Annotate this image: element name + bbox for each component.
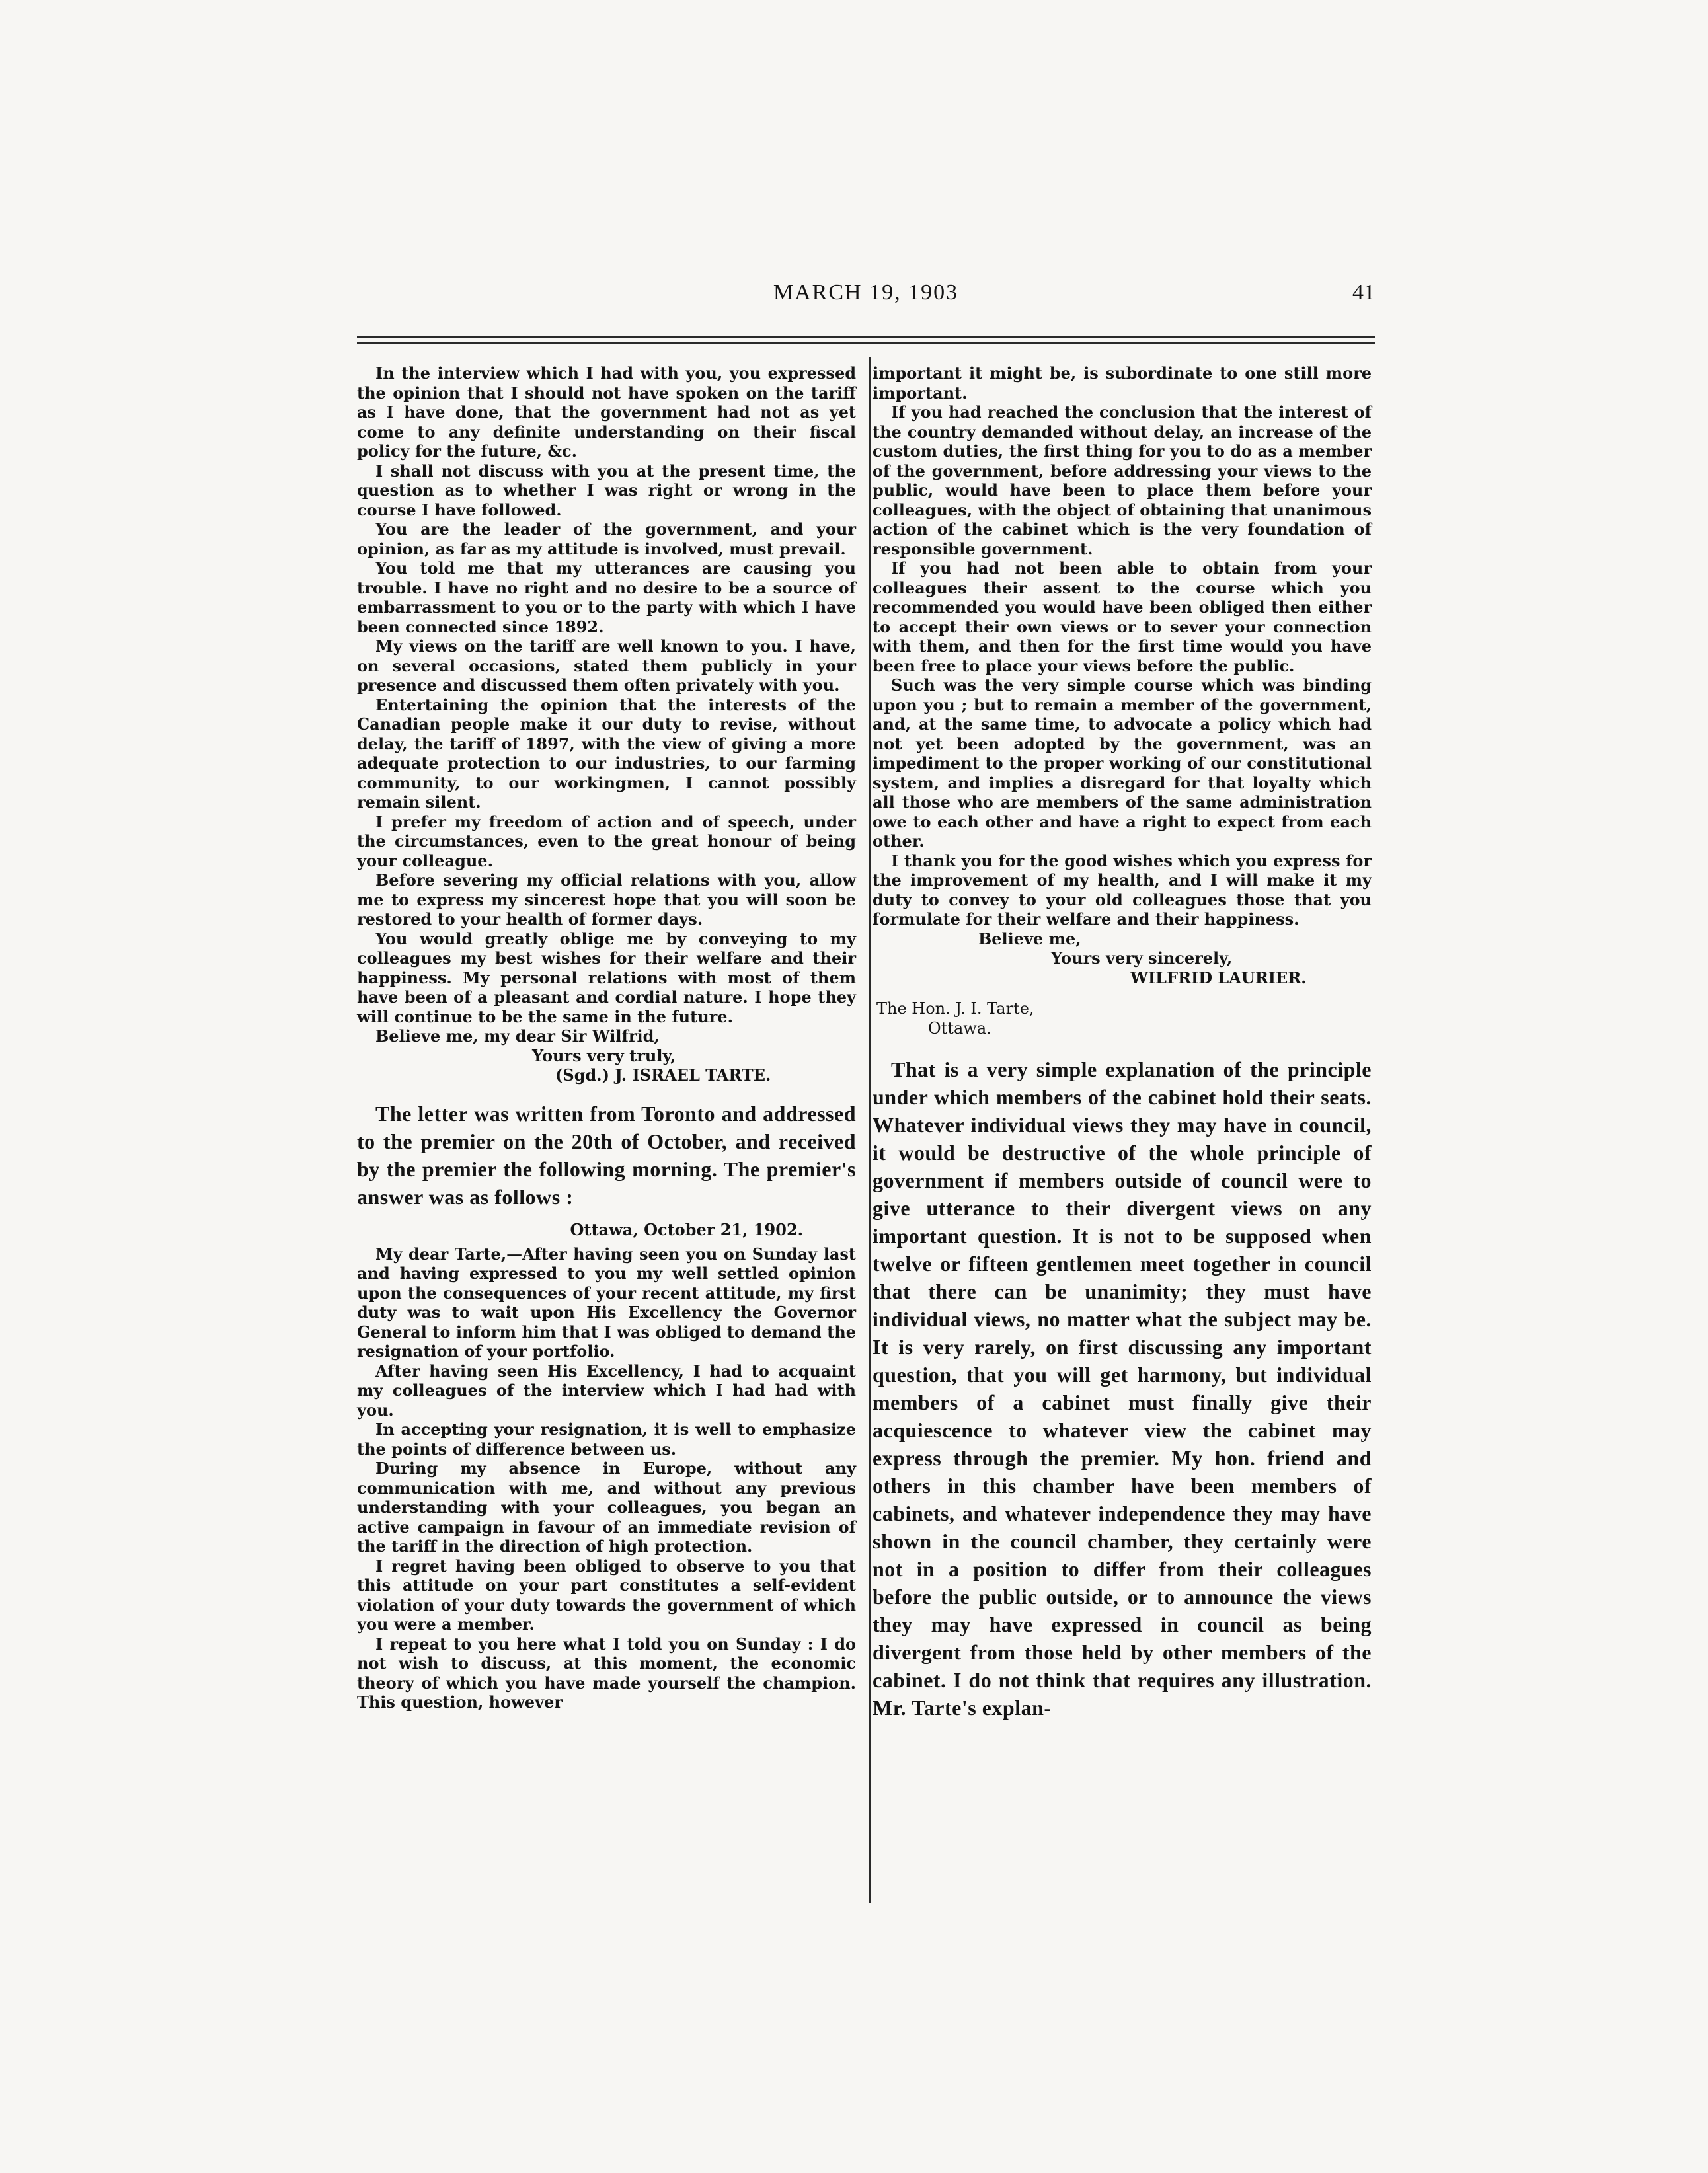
right-column: [873, 363, 1372, 1722]
laurier-closing: Believe me,: [978, 929, 1081, 948]
page-header: [357, 280, 1375, 320]
addressee-city: Ottawa.: [928, 1018, 991, 1038]
header-rule-bottom: [357, 342, 1375, 344]
column-divider: [869, 357, 871, 1903]
speech-body-paragraph: That is a very simple explanation of the principle under which members of the cabinet hold their seats. Whatever individual views they may have in council, it would be destructive of the whole principle of government if members outside of council were to give utterance to their divergent views on any important question. It is not to be supposed when twelve or fifteen gentlemen meet together in council that there can be unanimity; they must have individual views, no matter what the subject may be. It is very rarely, on first discussing any important question, that you will get harmony, but individual members of a cabinet must finally give their acquiescence to whatever view the cabinet may express through the premier. My hon. friend and others in this chamber have been members of cabinets, and whatever independence they may have shown in the council chamber, they certainly were not in a position to differ from their colleagues before the public outside, or to announce the views they may have expressed in council as being divergent from those held by other members of the cabinet. I do not think that requires any illustration. Mr. Tarte's explan-: [873, 1057, 1372, 1720]
speech-intro: [357, 1100, 856, 1211]
header-rule-top: [357, 336, 1375, 338]
laurier-paragraph: Such was the very simple course which was binding upon you ; but to remain a member of the government, and, at the same time, to advocate a policy which had not yet been adopted by the government, was an impediment to the proper working of our constitutional system, and implies a disregard for that loyalty which all those who are members of the same administration owe to each other and have a right to expect from each other.: [873, 675, 1372, 851]
laurier-paragraph: My dear Tarte,—After having seen you on Sunday last and having expressed to you my well settled opinion upon the consequences of your recent attitude, my first duty was to wait upon His Excellency the Governor General to inform him that I was obliged to demand the resignation of your portfolio.: [357, 1244, 856, 1361]
laurier-paragraph: During my absence in Europe, without any communication with me, and without any previous understanding with your colleagues, you began an active campaign in favour of an immediate revision of the tariff in the direction of high protection.: [357, 1459, 856, 1556]
tarte-letter: [357, 363, 856, 1026]
tarte-paragraph: Before severing my official relations with you, allow me to express my sincerest hope that you will soon be restored to your health of former days.: [357, 870, 856, 929]
page-number: 41: [1352, 280, 1375, 305]
laurier-paragraph: After having seen His Excellency, I had to acquaint my colleagues of the interview which I had had with you.: [357, 1361, 856, 1420]
tarte-paragraph: I prefer my freedom of action and of speech, under the circumstances, even to the great honour of being your colleague.: [357, 812, 856, 870]
laurier-paragraph: If you had reached the conclusion that the interest of the country demanded without delay, an increase of the custom duties, the first thing for you to do as a member of the government, before addressing your views to the public, would have been to place them before your colleagues, with the object of obtaining that unanimous action of the cabinet which is the very foundation of responsible government.: [873, 402, 1372, 558]
tarte-signoff: [357, 1026, 856, 1085]
laurier-paragraph: In accepting your resignation, it is well to emphasize the points of difference between us.: [357, 1420, 856, 1459]
laurier-paragraph: I repeat to you here what I told you on Sunday : I do not wish to discuss, at this moment, the economic theory of which you have made yourself the champion. This question, however: [357, 1634, 856, 1712]
addressee-name: The Hon. J. I. Tarte,: [876, 999, 1034, 1018]
tarte-paragraph: Entertaining the opinion that the interests of the Canadian people make it our duty to revise, without delay, the tariff of 1897, with the view of giving a more adequate protection to our industries, to our farming community, to our workingmen, I cannot possibly remain silent.: [357, 695, 856, 812]
tarte-paragraph: You told me that my utterances are causing you trouble. I have no right and no desire to be a source of embarrassment to you or to the party with which I have been connected since 1892.: [357, 558, 856, 636]
tarte-paragraph: You are the leader of the government, and your opinion, as far as my attitude is involved, must prevail.: [357, 519, 856, 558]
addressee: [873, 999, 1372, 1038]
laurier-letter: [357, 1244, 856, 1712]
tarte-paragraph: My views on the tariff are well known to you. I have, on several occasions, stated them publicly in your presence and discussed them often privately with you.: [357, 636, 856, 695]
tarte-closing: Believe me, my dear Sir Wilfrid,: [375, 1026, 660, 1046]
laurier-dateline: Ottawa, October 21, 1902.: [570, 1219, 803, 1239]
speech-intro-paragraph: The letter was written from Toronto and addressed to the premier on the 20th of October, and received by the premier the following morning. The premier's answer was as follows :: [357, 1101, 856, 1209]
laurier-paragraph: I regret having been obliged to observe to you that this attitude on your part constitutes a self-evident violation of your duty towards the government of which you were a member.: [357, 1556, 856, 1634]
laurier-signature: WILFRID LAURIER.: [1130, 968, 1307, 987]
speech-body: [873, 1055, 1372, 1722]
laurier-paragraph: If you had not been able to obtain from your colleagues their assent to the course which you recommended you would have been obliged then either to accept their own views or to sever your connection with them, and then for the first time would you have been free to place your views before the public.: [873, 558, 1372, 675]
laurier-valediction: Yours very sincerely,: [1051, 948, 1233, 968]
tarte-paragraph: In the interview which I had with you, you expressed the opinion that I should not have spoken on the tariff as I have done, that the government had not as yet come to any definite understanding on their fiscal policy for the future, &c.: [357, 363, 856, 461]
laurier-paragraph: important it might be, is subordinate to one still more important.: [873, 363, 1372, 402]
left-column: [357, 363, 856, 1712]
tarte-valediction: Yours very truly,: [532, 1046, 676, 1065]
laurier-signoff: [873, 929, 1372, 988]
date-header: MARCH 19, 1903: [773, 280, 959, 305]
laurier-paragraph: I thank you for the good wishes which you express for the improvement of my health, and I will make it my duty to convey to your old colleagues those that you formulate for their welfare and their happiness.: [873, 851, 1372, 929]
tarte-paragraph: You would greatly oblige me by conveying to my colleagues my best wishes for their welfare and their happiness. My personal relations with most of them have been of a pleasant and cordial nature. I hope they will continue to be the same in the future.: [357, 929, 856, 1026]
laurier-letter-continued: [873, 363, 1372, 929]
tarte-signature: (Sgd.) J. ISRAEL TARTE.: [555, 1065, 771, 1085]
tarte-paragraph: I shall not discuss with you at the present time, the question as to whether I was right or wrong in the course I have followed.: [357, 461, 856, 519]
